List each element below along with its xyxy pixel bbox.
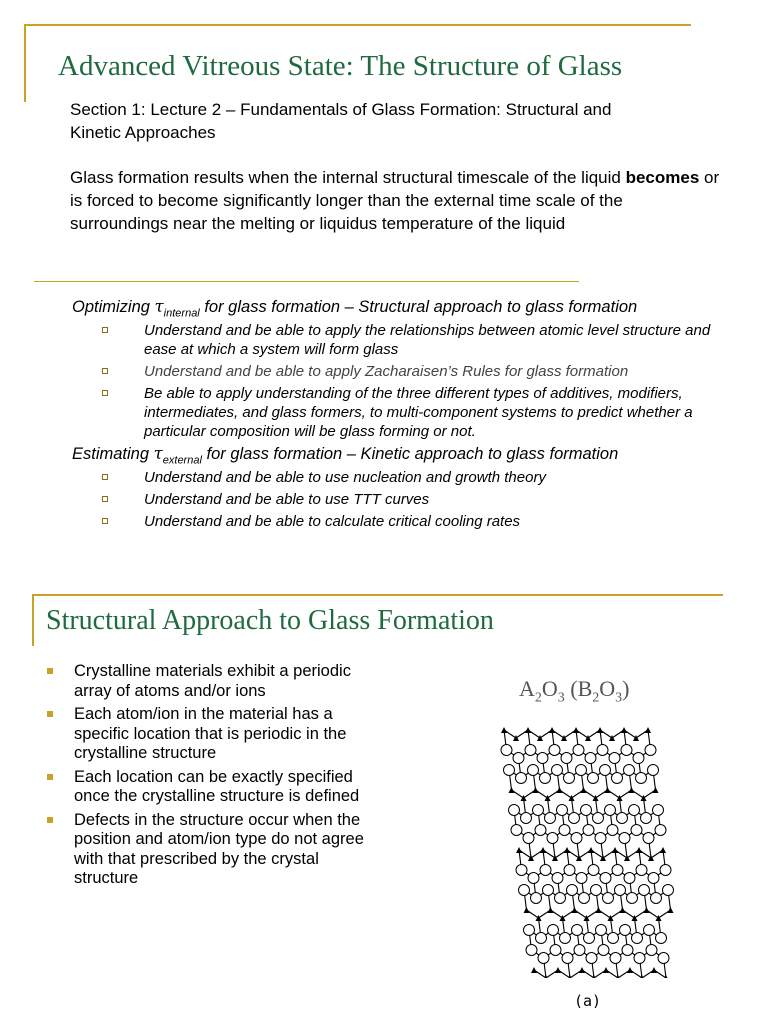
oxygen-atom [526, 945, 537, 956]
cation-marker [609, 735, 615, 741]
oxygen-atom [609, 753, 620, 764]
cation-marker [636, 847, 642, 853]
cation-marker [549, 727, 555, 733]
oxygen-atom [617, 813, 628, 824]
cation-marker [581, 787, 587, 793]
oxygen-atom [583, 825, 594, 836]
oxygen-atom [655, 825, 666, 836]
oxygen-atom [621, 745, 632, 756]
cation-marker [537, 735, 543, 741]
oxygen-atom [624, 873, 635, 884]
oxygen-atom [569, 813, 580, 824]
subtitle-line-2: Kinetic Approaches [70, 123, 216, 142]
list-item [72, 321, 722, 359]
oxygen-atom [547, 833, 558, 844]
cation-marker [545, 795, 551, 801]
kinetic-rest: for glass formation – Kinetic approach to glass formation [201, 445, 619, 463]
oxygen-atom [511, 825, 522, 836]
oxygen-atom [643, 833, 654, 844]
oxygen-atom [528, 873, 539, 884]
oxygen-atom [588, 773, 599, 784]
list-item [72, 512, 722, 531]
oxygen-atom [620, 925, 631, 936]
list-item [46, 662, 386, 701]
kinetic-objectives-list [72, 468, 722, 534]
oxygen-atom [564, 773, 575, 784]
square-bullet-icon [102, 474, 108, 480]
oxygen-atom [612, 865, 623, 876]
oxygen-atom [545, 813, 556, 824]
cation-marker [572, 907, 578, 913]
slide1-title: Advanced Vitreous State: The Structure of Glass [58, 50, 623, 82]
cation-marker [576, 855, 582, 861]
oxygen-atom [550, 945, 561, 956]
cation-marker [593, 795, 599, 801]
cation-marker [501, 727, 507, 733]
cation-marker [600, 855, 606, 861]
cation-marker [569, 795, 575, 801]
cation-marker [597, 727, 603, 733]
slide1-left-rule [24, 24, 26, 102]
objective-kinetic-heading [72, 444, 618, 470]
list-item-text: Understand and be able to apply the relationships between atomic level structure and ease at which a system will form glass [144, 322, 711, 358]
oxygen-atom [574, 945, 585, 956]
oxygen-atom [519, 885, 530, 896]
cation-marker [579, 967, 585, 973]
cation-marker [588, 847, 594, 853]
formula-subscript: 2 [534, 690, 542, 706]
oxygen-atom [567, 885, 578, 896]
oxygen-atom [528, 765, 539, 776]
cation-marker [509, 787, 515, 793]
oxygen-atom [622, 945, 633, 956]
oxygen-atom [504, 765, 515, 776]
cation-marker [548, 907, 554, 913]
oxygen-atom [521, 813, 532, 824]
list-item-text: Each atom/ion in the material has a specific location that is periodic in the crystalline structure [74, 705, 347, 762]
square-bullet-icon [102, 368, 108, 374]
oxygen-atom [524, 925, 535, 936]
cation-marker [621, 727, 627, 733]
cation-marker [633, 735, 639, 741]
oxygen-atom [633, 753, 644, 764]
oxygen-atom [523, 833, 534, 844]
oxygen-atom [576, 873, 587, 884]
oxygen-atom [598, 945, 609, 956]
list-item-text: Defects in the structure occur when the position and atom/ion type do not agree with that prescribed by the crystal structure [74, 810, 364, 887]
formula-subscript: 2 [592, 690, 600, 706]
list-item [72, 362, 722, 381]
oxygen-atom [645, 745, 656, 756]
list-item-text: Crystalline materials exhibit a periodic array of atoms and/or ions [74, 662, 351, 700]
square-bullet-icon [47, 668, 53, 674]
oxygen-atom [573, 745, 584, 756]
cation-marker [644, 907, 650, 913]
oxygen-atom [600, 765, 611, 776]
cation-marker [605, 787, 611, 793]
oxygen-atom [571, 833, 582, 844]
formula-part: O [541, 676, 558, 701]
list-item-text: Understand and be able to use TTT curves [144, 491, 430, 508]
oxygen-atom [552, 873, 563, 884]
oxygen-atom [525, 745, 536, 756]
list-item [72, 468, 722, 487]
list-item [72, 490, 722, 509]
kinetic-lead: Estimating [72, 445, 154, 463]
oxygen-atom [585, 753, 596, 764]
oxygen-atom [632, 933, 643, 944]
cation-marker [651, 967, 657, 973]
oxygen-atom [619, 833, 630, 844]
slide1-top-rule [24, 24, 691, 26]
oxygen-atom [533, 805, 544, 816]
oxygen-atom [636, 773, 647, 784]
slide2-left-rule [32, 594, 34, 646]
square-bullet-icon [102, 327, 108, 333]
list-item-text: Each location can be exactly specified once the crystalline structure is defined [74, 767, 360, 805]
cation-marker [632, 915, 638, 921]
crystal-lattice-diagram [490, 718, 680, 978]
oxygen-atom [634, 953, 645, 964]
oxygen-atom [559, 825, 570, 836]
oxygen-atom [656, 933, 667, 944]
oxygen-atom [615, 885, 626, 896]
structural-lead: Optimizing [72, 298, 155, 316]
oxygen-atom [548, 925, 559, 936]
oxygen-atom [540, 865, 551, 876]
square-bullet-icon [47, 711, 53, 717]
oxygen-atom [591, 885, 602, 896]
oxygen-atom [595, 833, 606, 844]
cation-marker [645, 727, 651, 733]
oxygen-atom [560, 933, 571, 944]
cation-marker [561, 735, 567, 741]
oxygen-atom [536, 933, 547, 944]
cation-marker [596, 907, 602, 913]
cation-marker [660, 847, 666, 853]
cation-marker [524, 907, 530, 913]
slide2-top-rule [32, 594, 723, 596]
cation-marker [620, 907, 626, 913]
oxygen-atom [597, 745, 608, 756]
slide1-divider [34, 281, 579, 282]
oxygen-atom [509, 805, 520, 816]
oxygen-atom [658, 953, 669, 964]
oxygen-atom [636, 865, 647, 876]
oxygen-atom [596, 925, 607, 936]
cation-marker [528, 855, 534, 861]
subtitle-line-1: Section 1: Lecture 2 – Fundamentals of Glass Formation: Structural and [70, 100, 612, 119]
oxygen-atom [581, 805, 592, 816]
formula-part: ) [622, 676, 630, 701]
list-item [72, 384, 722, 441]
oxygen-atom [653, 805, 664, 816]
cation-marker [617, 795, 623, 801]
list-item [46, 705, 386, 764]
oxygen-atom [608, 933, 619, 944]
cation-marker [557, 787, 563, 793]
list-item [46, 768, 386, 807]
oxygen-atom [624, 765, 635, 776]
list-item [46, 811, 386, 889]
oxygen-atom [627, 893, 638, 904]
list-item-text: Understand and be able to use nucleation and growth theory [144, 469, 546, 486]
oxygen-atom [535, 825, 546, 836]
oxygen-atom [562, 953, 573, 964]
body-bold-word: becomes [625, 168, 700, 187]
oxygen-atom [579, 893, 590, 904]
oxygen-atom [561, 753, 572, 764]
oxygen-atom [572, 925, 583, 936]
cation-marker [560, 915, 566, 921]
body-text-2: or is forced to become significantly longer than the external time scale of the surroundings near the melting or liquidus temperature of the liquid [70, 168, 720, 233]
cation-marker [603, 967, 609, 973]
formula-subscript: 3 [615, 690, 623, 706]
oxygen-atom [555, 893, 566, 904]
square-bullet-icon [102, 518, 108, 524]
oxygen-atom [660, 865, 671, 876]
oxygen-atom [663, 885, 674, 896]
oxygen-atom [612, 773, 623, 784]
cation-marker [629, 787, 635, 793]
oxygen-atom [531, 893, 542, 904]
oxygen-atom [605, 805, 616, 816]
square-bullet-icon [47, 774, 53, 780]
cation-marker [668, 907, 674, 913]
objective-structural-heading [72, 297, 637, 323]
oxygen-atom [593, 813, 604, 824]
cation-marker [648, 855, 654, 861]
list-item-text: Understand and be able to apply Zacharaisen’s Rules for glass formation [144, 363, 629, 380]
oxygen-atom [607, 825, 618, 836]
oxygen-atom [610, 953, 621, 964]
oxygen-atom [540, 773, 551, 784]
cation-marker [513, 735, 519, 741]
cation-marker [612, 847, 618, 853]
oxygen-atom [537, 753, 548, 764]
formula-part: O [599, 676, 616, 701]
cation-marker [555, 967, 561, 973]
cation-marker [521, 795, 527, 801]
cation-marker [573, 727, 579, 733]
cation-marker [516, 847, 522, 853]
oxygen-atom [651, 893, 662, 904]
formula-part: A [519, 676, 535, 701]
crystalline-bullets [46, 662, 386, 893]
formula-part: (B [564, 676, 593, 701]
square-bullet-icon [47, 817, 53, 823]
oxygen-atom [516, 773, 527, 784]
figure-caption: (a) [574, 992, 602, 1010]
cation-marker [608, 915, 614, 921]
oxygen-atom [557, 805, 568, 816]
cation-marker [656, 915, 662, 921]
oxygen-atom [644, 925, 655, 936]
oxygen-atom [629, 805, 640, 816]
oxygen-atom [552, 765, 563, 776]
cation-marker [584, 915, 590, 921]
oxygen-atom [516, 865, 527, 876]
cation-marker [624, 855, 630, 861]
oxygen-atom [576, 765, 587, 776]
cation-marker [627, 967, 633, 973]
oxygen-atom [588, 865, 599, 876]
oxygen-atom [564, 865, 575, 876]
cation-marker [641, 795, 647, 801]
square-bullet-icon [102, 496, 108, 502]
tau-symbol: τ [153, 444, 163, 463]
square-bullet-icon [102, 390, 108, 396]
oxygen-atom [631, 825, 642, 836]
oxygen-atom [603, 893, 614, 904]
cation-marker [564, 847, 570, 853]
cation-marker [536, 915, 542, 921]
oxygen-atom [600, 873, 611, 884]
oxygen-atom [646, 945, 657, 956]
structural-objectives-list [72, 321, 722, 444]
cation-marker [531, 967, 537, 973]
oxygen-atom [501, 745, 512, 756]
oxygen-atom [648, 873, 659, 884]
cation-marker [585, 735, 591, 741]
oxygen-atom [584, 933, 595, 944]
body-text-1: Glass formation results when the internal structural timescale of the liquid [70, 168, 626, 187]
slide2-title: Structural Approach to Glass Formation [46, 605, 494, 636]
oxygen-atom [538, 953, 549, 964]
figure-formula [519, 676, 630, 706]
structural-rest: for glass formation – Structural approach to glass formation [199, 298, 638, 316]
oxygen-atom [586, 953, 597, 964]
oxygen-atom [543, 885, 554, 896]
tau-symbol: τ [154, 297, 164, 316]
slide1-subtitle [70, 98, 720, 144]
oxygen-atom [549, 745, 560, 756]
cation-marker [533, 787, 539, 793]
oxygen-atom [513, 753, 524, 764]
list-item-text: Understand and be able to calculate critical cooling rates [144, 513, 521, 530]
cation-marker [525, 727, 531, 733]
formula-subscript: 3 [557, 690, 565, 706]
cation-marker [552, 855, 558, 861]
oxygen-atom [639, 885, 650, 896]
tau-subscript: external [162, 454, 202, 467]
tau-subscript: internal [163, 307, 200, 320]
oxygen-atom [641, 813, 652, 824]
slide1-body [70, 166, 720, 235]
cation-marker [653, 787, 659, 793]
list-item-text: Be able to apply understanding of the three different types of additives, modifiers, intermediates, and glass formers, to multi-component systems to predict whether a particular composition will be glass forming or not. [144, 385, 693, 440]
oxygen-atom [648, 765, 659, 776]
cation-marker [540, 847, 546, 853]
